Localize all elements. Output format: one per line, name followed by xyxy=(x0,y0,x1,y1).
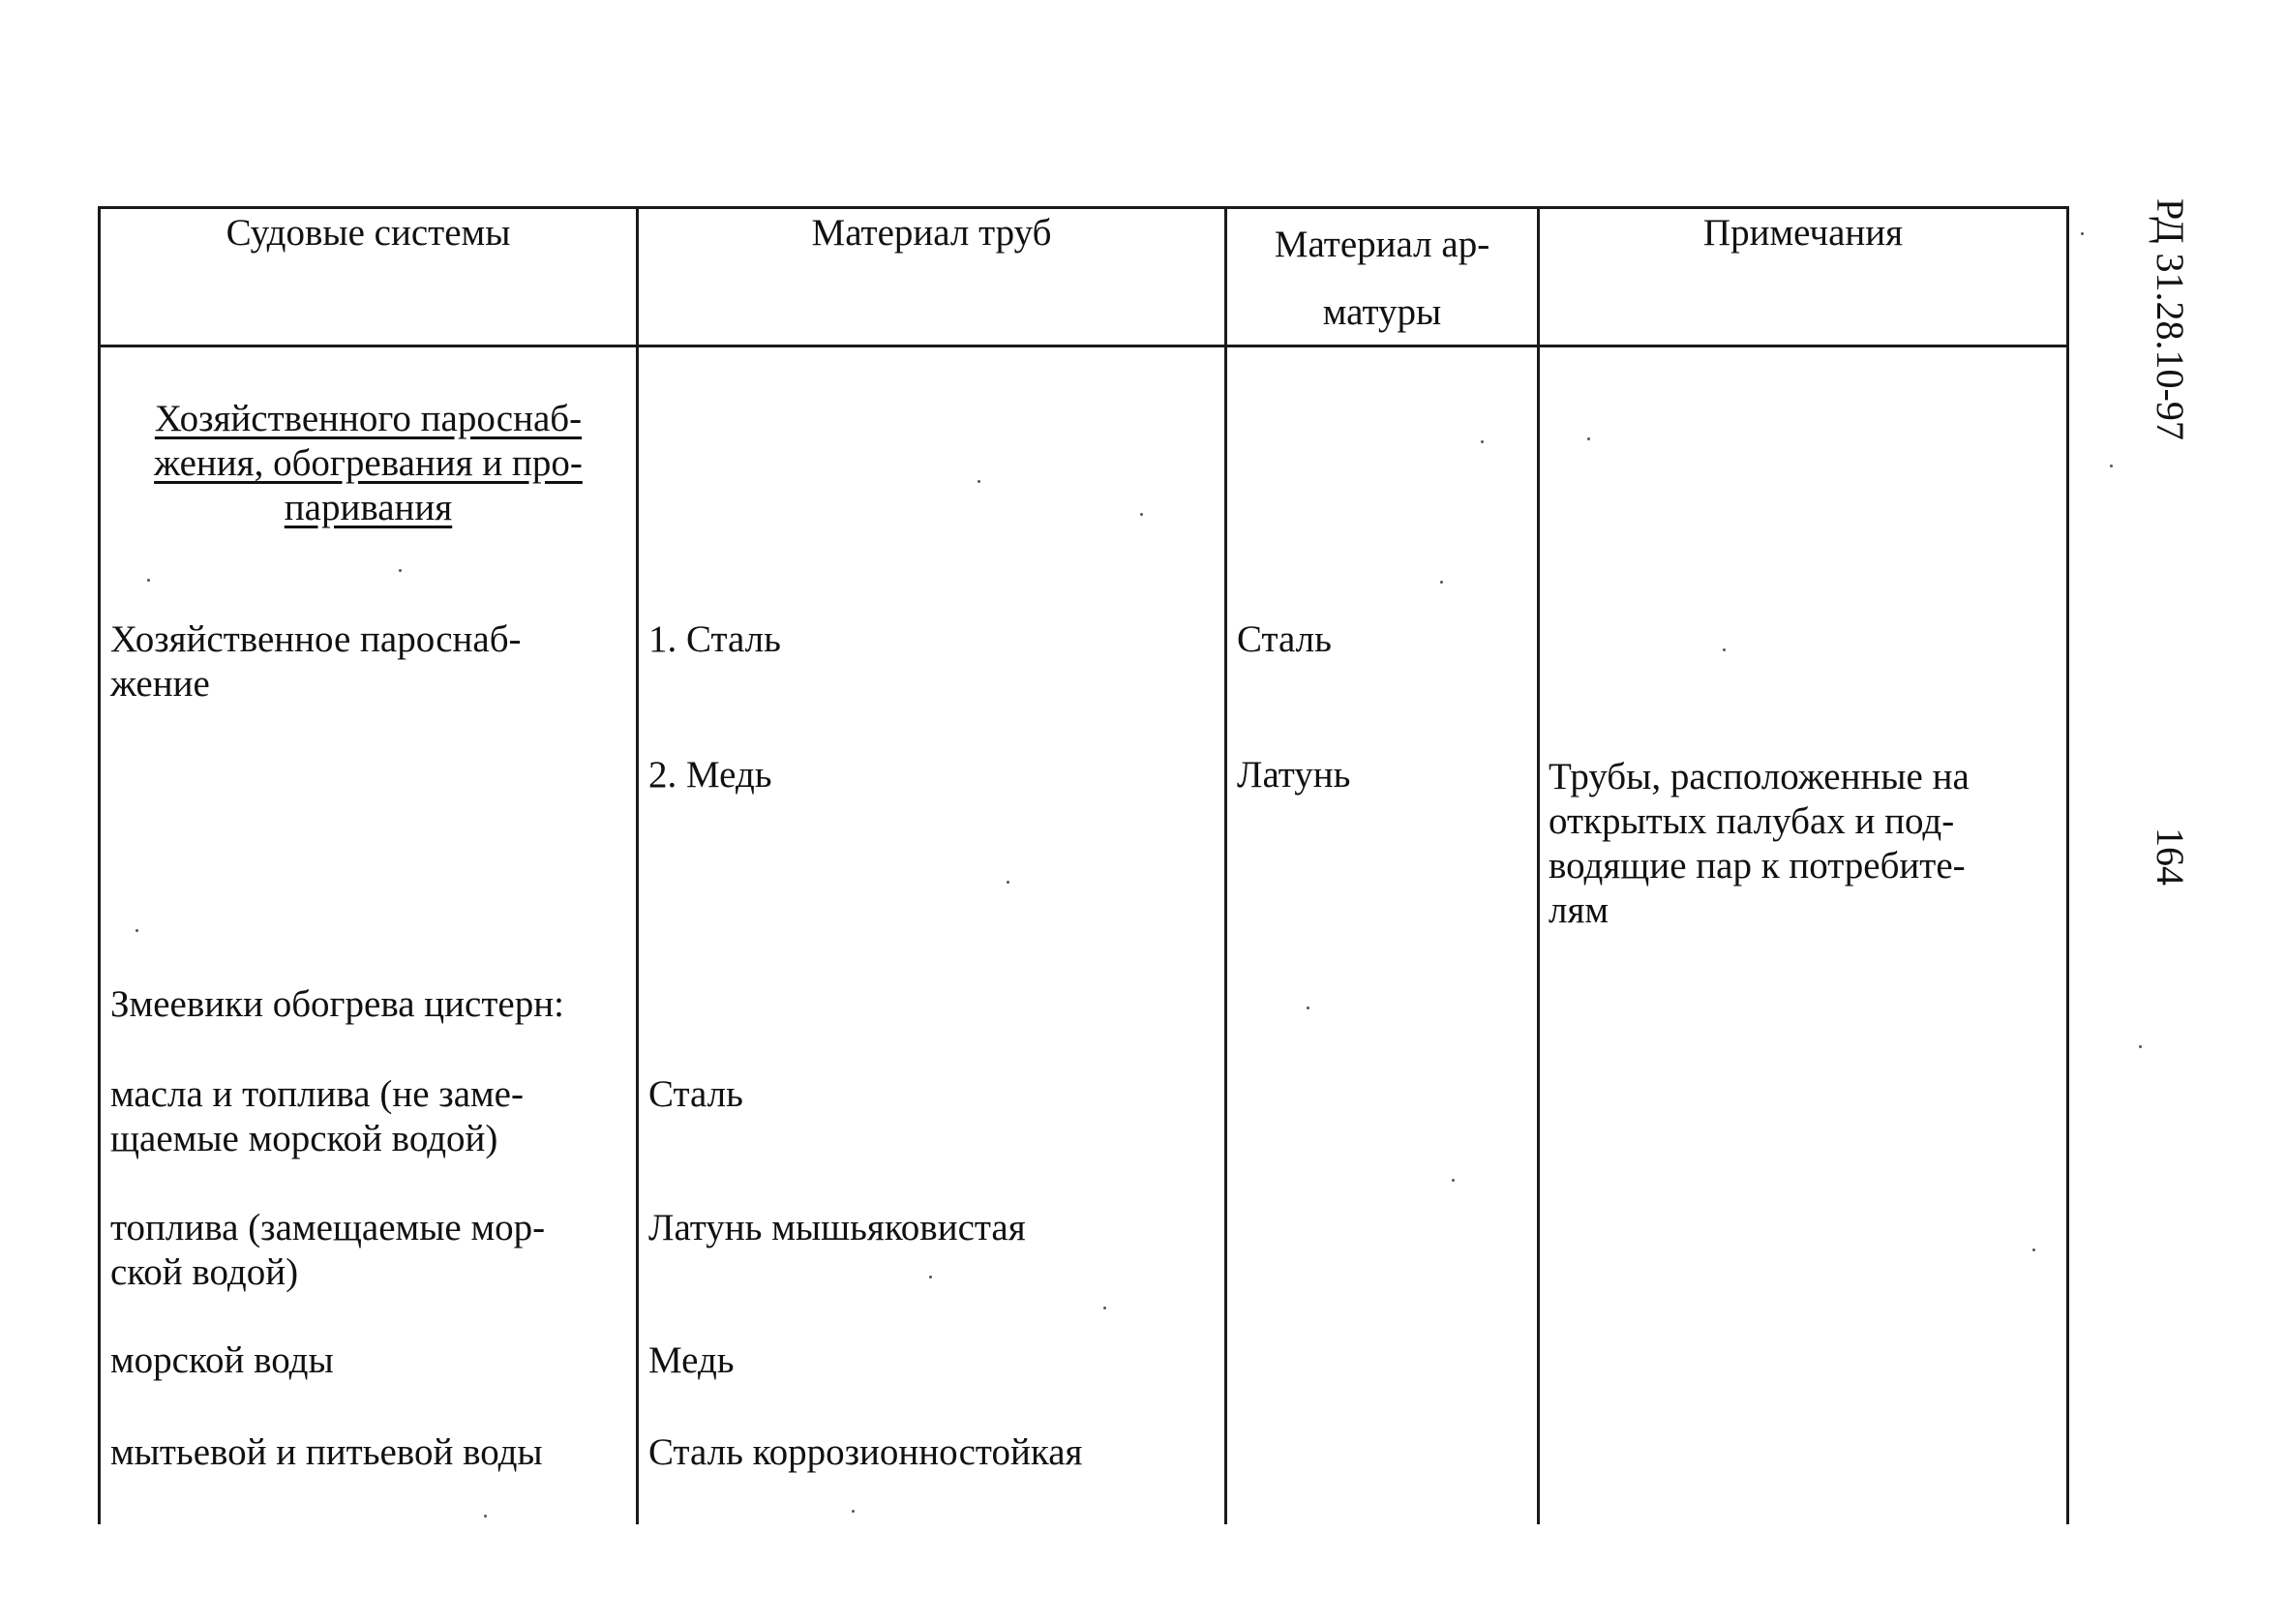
scan-speck xyxy=(2032,1248,2035,1251)
scan-speck xyxy=(1440,581,1443,584)
scan-speck xyxy=(929,1276,932,1278)
row5-pipe-material: Латунь мышьяковистая xyxy=(648,1207,1026,1248)
row1-system: Хозяйственное пароснаб- жение xyxy=(110,618,522,705)
row5-system: топлива (замещаемые мор- ской водой) xyxy=(110,1207,546,1293)
header-notes: Примечания xyxy=(1702,212,1904,254)
table-right-border xyxy=(2066,206,2069,1524)
scan-speck xyxy=(1481,440,1484,443)
row7-pipe-material: Сталь коррозионностойкая xyxy=(648,1431,1083,1473)
scan-speck xyxy=(1587,437,1590,440)
row4-system: масла и топлива (не заме- щаемые морской водой) xyxy=(110,1073,524,1159)
row2-note: Трубы, расположенные на открытых палубах и под- водящие пар к потребите- лям xyxy=(1549,756,1970,931)
scan-speck xyxy=(978,480,980,483)
scan-speck xyxy=(1723,648,1726,651)
row4-pipe-material: Сталь xyxy=(648,1073,743,1115)
scan-speck xyxy=(2110,465,2113,467)
scan-speck xyxy=(1007,881,1009,884)
column-divider-2 xyxy=(1224,206,1227,1524)
section-title: Хозяйственного пароснаб- жения, обогревания и про- паривания xyxy=(154,398,583,528)
row7-system: мытьевой и питьевой воды xyxy=(110,1431,543,1473)
row2-fitting-material: Латунь xyxy=(1237,754,1351,796)
header-fitting-material: Материал ар- матуры xyxy=(1274,224,1490,333)
scan-speck xyxy=(147,579,150,582)
row1-fitting-material: Сталь xyxy=(1237,618,1332,660)
document-code: РД 31.28.10-97 xyxy=(2149,198,2192,440)
scan-speck xyxy=(1307,1007,1309,1009)
scan-speck xyxy=(1103,1307,1106,1309)
scan-speck xyxy=(484,1515,487,1518)
column-divider-3 xyxy=(1537,206,1540,1524)
row6-system: морской воды xyxy=(110,1339,334,1381)
scan-speck xyxy=(2139,1045,2142,1048)
table-top-border xyxy=(99,206,2069,209)
column-divider-1 xyxy=(636,206,639,1524)
row2-pipe-material: 2. Медь xyxy=(648,754,772,796)
row1-pipe-material: 1. Сталь xyxy=(648,618,781,660)
scan-speck xyxy=(1140,513,1143,516)
row6-pipe-material: Медь xyxy=(648,1339,735,1381)
table-header-divider xyxy=(99,345,2069,347)
page-number: 164 xyxy=(2149,827,2192,886)
scan-speck xyxy=(852,1510,855,1513)
scan-speck xyxy=(2081,232,2084,235)
row3-system: Змеевики обогрева цистерн: xyxy=(110,983,564,1025)
scan-speck xyxy=(135,929,138,932)
header-pipe-material: Материал труб xyxy=(811,212,1052,254)
scan-speck xyxy=(1452,1179,1455,1182)
scan-speck xyxy=(399,569,402,572)
header-ship-systems: Судовые системы xyxy=(226,212,511,254)
